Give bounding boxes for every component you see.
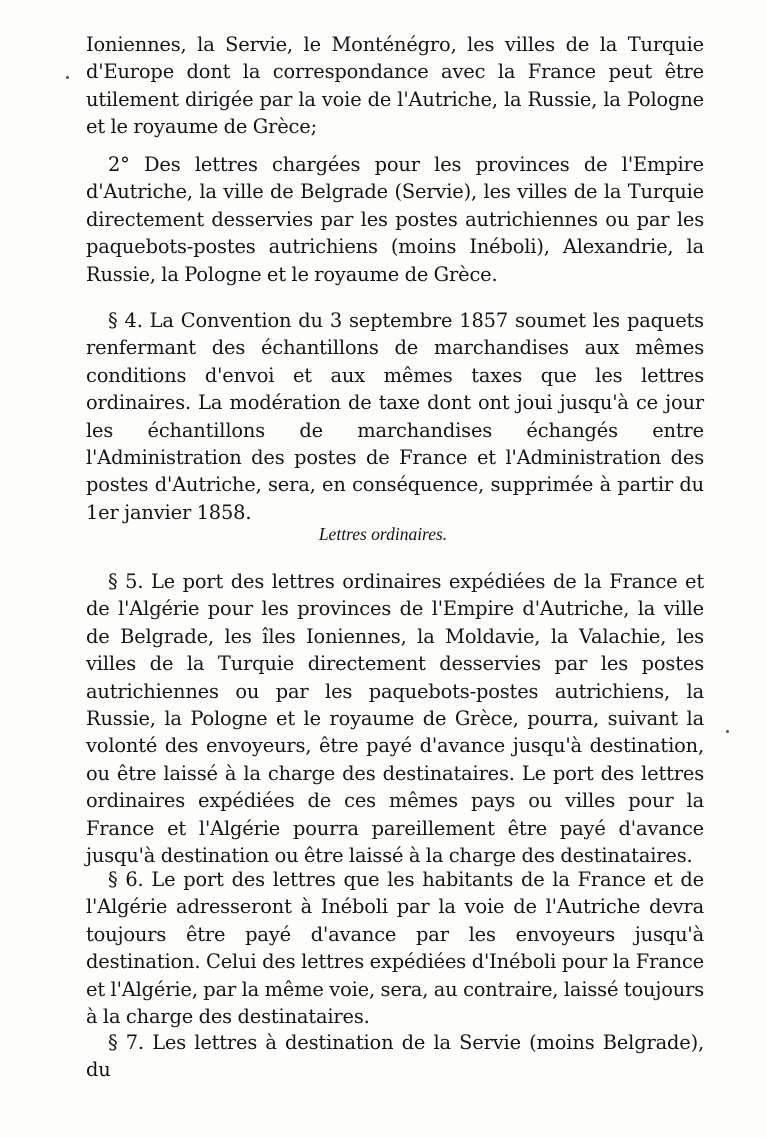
- item-2-text: 2° Des lettres chargées pour les provinces de l'Empire d'Autriche, la ville de Belgrade (Servie), les villes de la Turquie directement desservies par les postes autrichiennes ou par les paquebots-postes autrichiens (moins Inéboli), Alexandrie, la Russie, la Pologne et le royaume de Grèce.: [86, 153, 704, 286]
- continuation-text: Ioniennes, la Servie, le Monténégro, les villes de la Turquie d'Europe dont la correspondance avec la France peut être utilement dirigée par la voie de l'Autriche, la Russie, la Pologne et le royaume de Grèce;: [86, 33, 704, 139]
- section-4-text: § 4. La Convention du 3 septembre 1857 soumet les paquets renfermant des échantillons de marchandises aux mêmes conditions d'envoi et aux mêmes taxes que les lettres ordinaires. La modération de taxe dont ont joui jusqu'à ce jour les échantillons de marchandises échangés entre l'Administration des postes de France et l'Administration des postes d'Autriche, sera, en conséquence, supprimée à partir du 1er janvier 1858.: [86, 309, 704, 524]
- scan-speck-mark: [726, 730, 729, 733]
- section-5-text: § 5. Le port des lettres ordinaires expédiées de la France et de l'Algérie pour les provinces de l'Empire d'Autriche, la ville de Belgrade, les îles Ioniennes, la Moldavie, la Valachie, les villes de la Turquie directement desservies par les postes autrichiennes ou par les paquebots-postes autrichiens, la Russie, la Pologne et le royaume de Grèce, pourra, suivant la volonté des envoyeurs, être payé d'avance jusqu'à destination, ou être laissé à la charge des destinataires. Le port des lettres ordinaires expédiées de ces mêmes pays ou villes pour la France et l'Algérie pourra pareillement être payé d'avance jusqu'à destination ou être laissé à la charge des destinataires.: [86, 570, 704, 868]
- subheading-lettres-ordinaires: Lettres ordinaires.: [318, 524, 448, 544]
- paragraph-section-6: [86, 866, 704, 1030]
- paragraph-item-2: [86, 151, 704, 288]
- paragraph-section-7: [86, 1029, 704, 1084]
- scan-speck-mark: [66, 76, 69, 79]
- paragraph-section-5: [86, 568, 704, 869]
- section-6-text: § 6. Le port des lettres que les habitants de la France et de l'Algérie adresseront à Inéboli par la voie de l'Autriche devra toujours être payé d'avance par les envoyeurs jusqu'à destination. Celui des lettres expédiées d'Inéboli pour la France et l'Algérie, par la même voie, sera, au contraire, laissé toujours à la charge des destinataires.: [86, 868, 704, 1029]
- section-7-text: § 7. Les lettres à destination de la Servie (moins Belgrade), du: [86, 1031, 704, 1082]
- paragraph-section-4: [86, 307, 704, 526]
- paragraph-continuation: [86, 31, 704, 141]
